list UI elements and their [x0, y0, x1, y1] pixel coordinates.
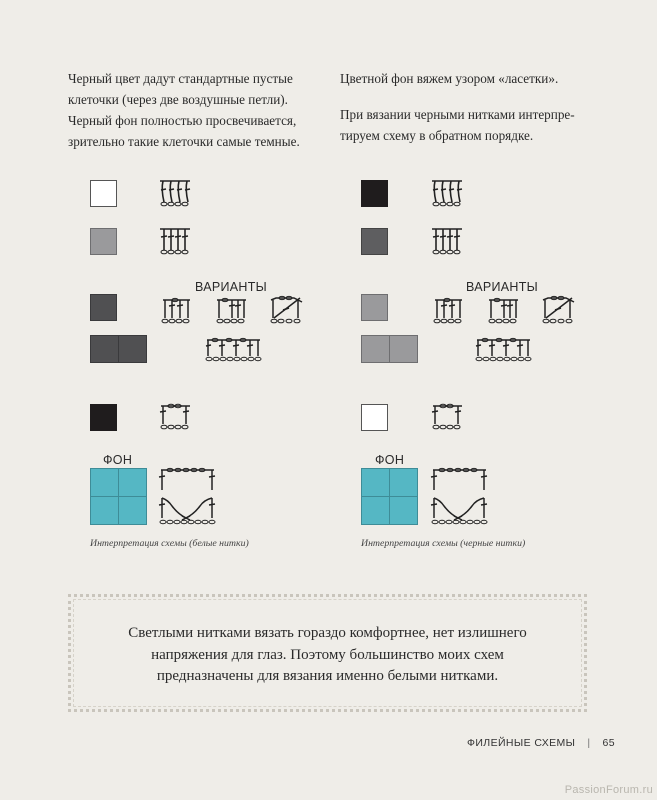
cell-black	[90, 404, 117, 431]
stitch-symbol-variant-b-right	[486, 296, 522, 326]
stitch-symbol-variant-a-right	[432, 296, 468, 326]
note-text: Светлыми нитками вязать гораздо комфортнее, нет излишнего напряжения для глаз. Поэтому большинство моих схем предназначены для вязания именно белыми нитками.	[128, 625, 527, 684]
stitch-symbol-4dc-bobble	[158, 178, 194, 208]
cell-gray-dark-right	[361, 228, 388, 255]
left-paragraph: Черный цвет дадут стандартные пустые клеточки (через две воздушные петли). Черный фон полностью просвечивается, зрительно такие клеточки самые темные.	[68, 71, 300, 149]
stitch-symbol-double-row	[204, 336, 262, 364]
stitch-symbol-variant-b	[214, 296, 250, 326]
stitch-symbol-4dc-right	[430, 226, 466, 256]
stitch-symbol-variant-c-right	[540, 294, 578, 326]
cell-white-right	[361, 404, 388, 431]
cell-fon-background	[90, 468, 147, 525]
stitch-symbol-chain-mesh	[158, 402, 194, 432]
stitch-symbol-double-row-right	[474, 336, 532, 364]
cell-gray-light-double-right	[361, 335, 418, 363]
stitch-symbol-lacet-right	[430, 466, 490, 528]
cell-gray-dark	[90, 294, 117, 321]
fon-label-left: ФОН	[103, 453, 133, 467]
right-paragraph-1: Цветной фон вяжем узором «ласетки».	[340, 71, 559, 86]
cell-gray-light-right	[361, 294, 388, 321]
watermark: PassionForum.ru	[564, 784, 653, 796]
cell-fon-background-right	[361, 468, 418, 525]
note-box	[68, 594, 587, 712]
variants-label-right: ВАРИАНТЫ	[466, 280, 539, 294]
cell-black-right	[361, 180, 388, 207]
page-number: 65	[602, 737, 615, 749]
stitch-symbol-variant-c	[268, 294, 306, 326]
cell-gray-light	[90, 228, 117, 255]
cell-white	[90, 180, 117, 207]
stitch-symbol-4dc-bobble-right	[430, 178, 466, 208]
footer-separator: |	[587, 737, 591, 749]
stitch-symbol-4dc	[158, 226, 194, 256]
footer-section-title: ФИЛЕЙНЫЕ СХЕМЫ	[466, 737, 576, 749]
stitch-symbol-chain-mesh-right	[430, 402, 466, 432]
right-paragraph-2: При вязании черными нитками интерпре- тируем схему в обратном порядке.	[340, 107, 575, 143]
variants-label-left: ВАРИАНТЫ	[195, 280, 268, 294]
fon-label-right: ФОН	[375, 453, 405, 467]
caption-right: Интерпретация схемы (черные нитки)	[361, 538, 526, 549]
stitch-symbol-variant-a	[160, 296, 196, 326]
page-footer	[467, 737, 615, 749]
stitch-symbol-lacet	[158, 466, 218, 528]
caption-left: Интерпретация схемы (белые нитки)	[90, 538, 249, 549]
cell-gray-dark-double	[90, 335, 147, 363]
